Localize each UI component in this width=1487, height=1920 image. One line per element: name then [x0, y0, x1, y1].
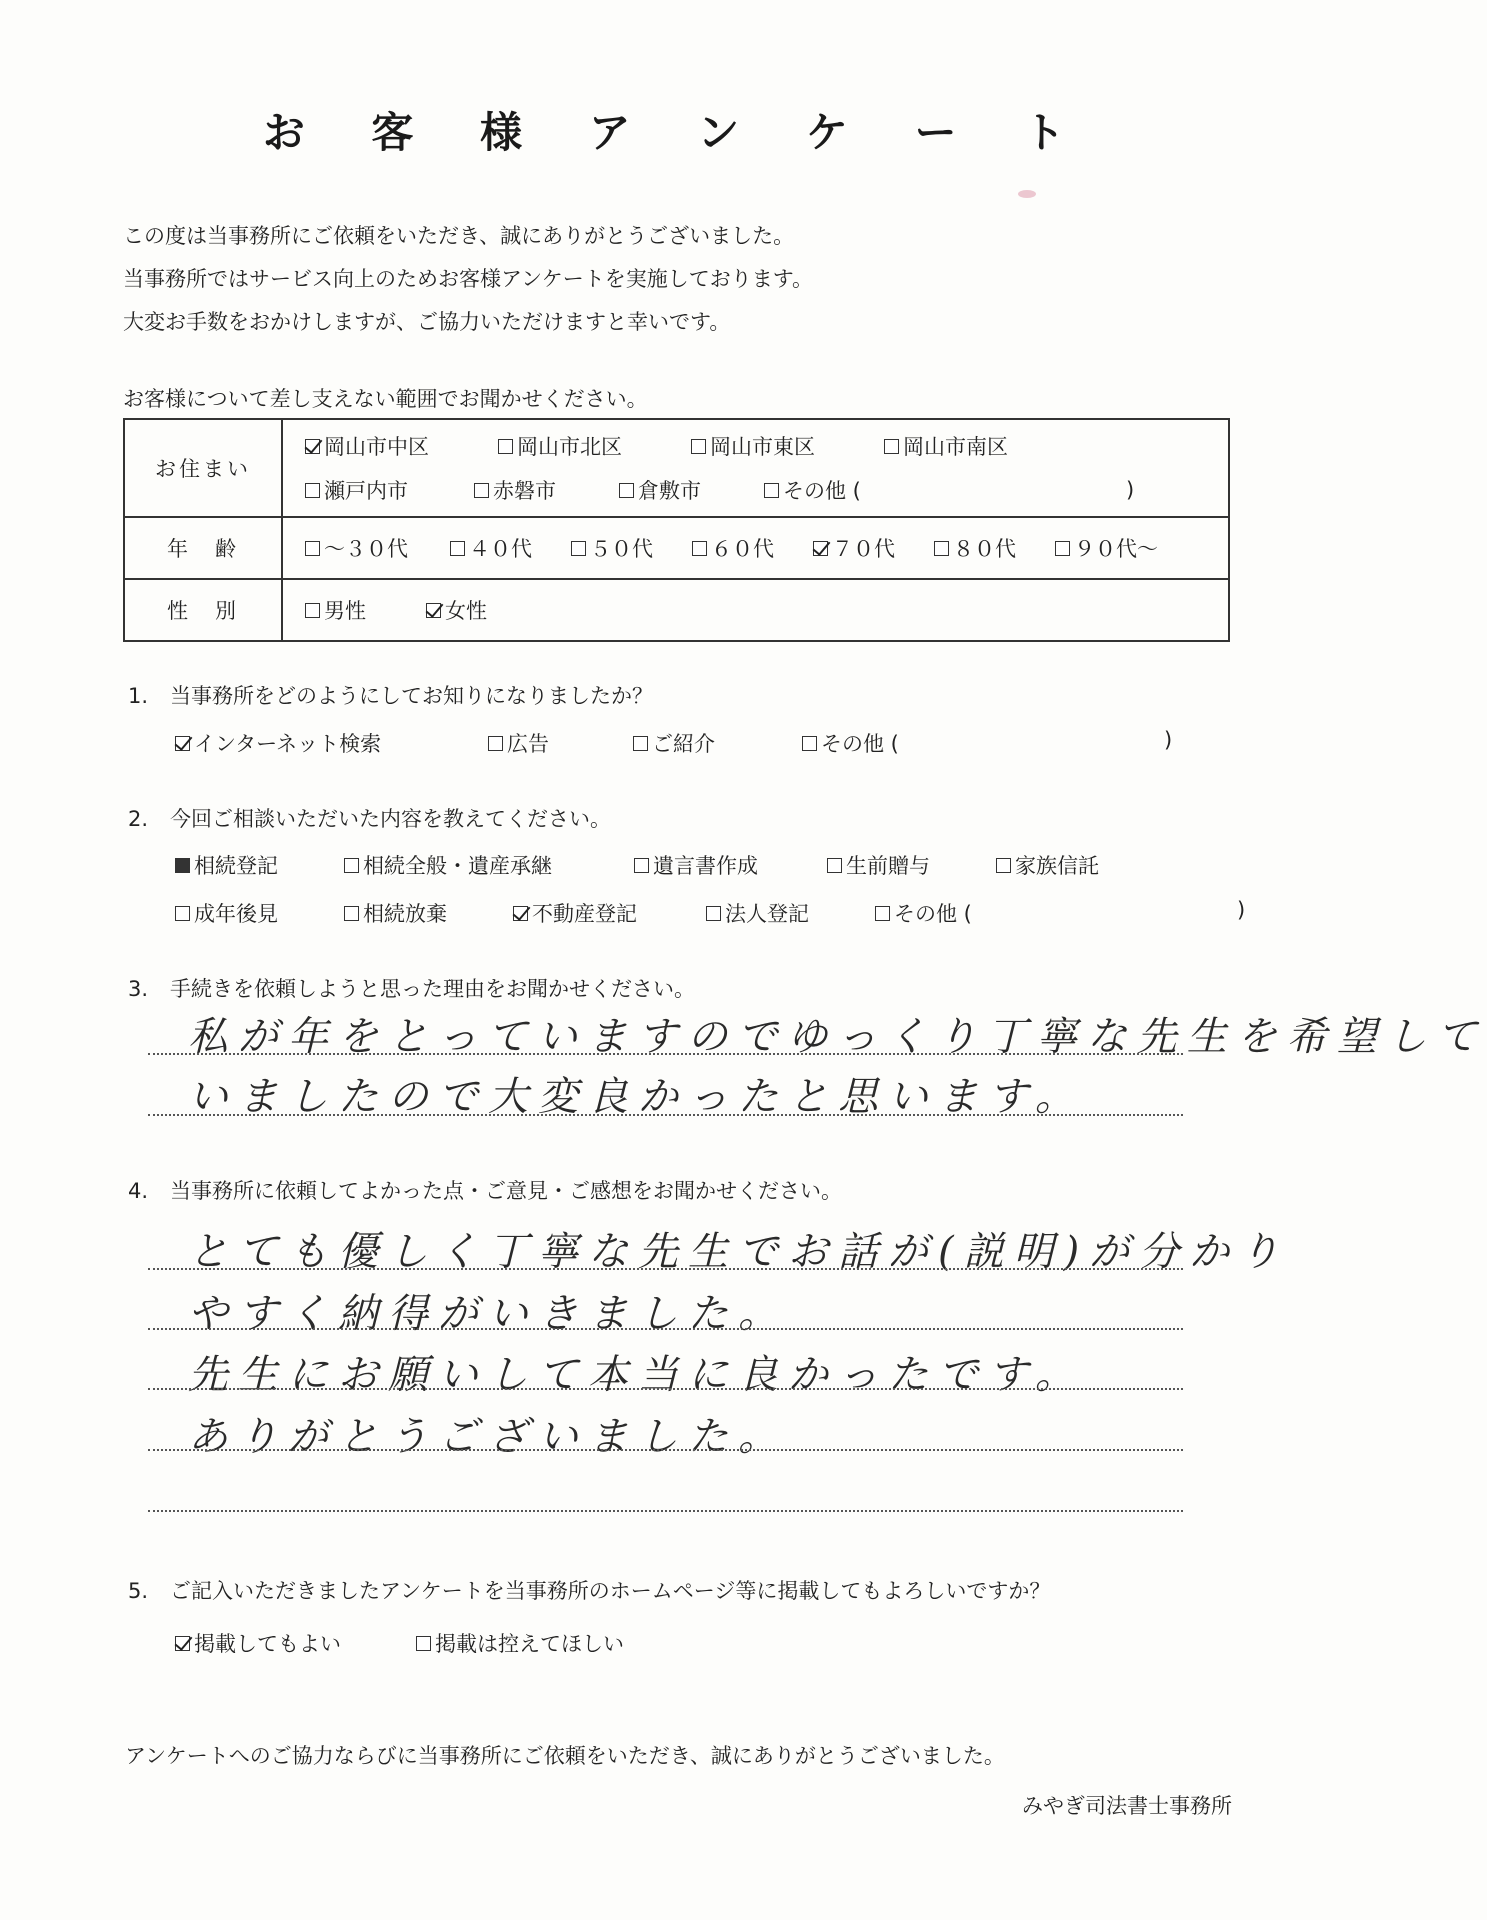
residence-option[interactable]: 岡山市南区	[884, 431, 1008, 461]
checkbox-icon[interactable]	[344, 906, 359, 921]
checkbox-icon[interactable]	[692, 541, 707, 556]
question-2: 2. 今回ご相談いただいた内容を教えてください。	[128, 807, 611, 831]
checkbox-icon[interactable]	[498, 439, 513, 454]
answer-rule	[148, 1388, 1183, 1390]
checkbox-icon[interactable]	[619, 483, 634, 498]
handwritten-answer-line: 先生にお願いして本当に良かったです。	[188, 1352, 1085, 1398]
handwritten-answer-line: ありがとうございました。	[188, 1414, 788, 1460]
question-5: 5. ご記入いただきましたアンケートを当事務所のホームページ等に掲載してもよろしいですか？	[128, 1579, 1051, 1603]
age-option[interactable]: ６０代	[692, 533, 813, 563]
question-4: 4. 当事務所に依頼してよかった点・ご意見・ご感想をお聞かせください。	[128, 1179, 842, 1203]
question-3: 3. 手続きを依頼しようと思った理由をお聞かせください。	[128, 977, 695, 1001]
question-2-options-row1	[175, 850, 1099, 880]
checkbox-icon[interactable]	[344, 858, 359, 873]
age-option[interactable]: ４０代	[450, 533, 571, 563]
residence-options	[282, 419, 1229, 517]
checkbox-icon[interactable]	[634, 858, 649, 873]
age-option[interactable]: ９０代～	[1055, 533, 1158, 563]
q2-option[interactable]: 生前贈与	[827, 850, 996, 880]
q2-option[interactable]: 相続登記	[175, 850, 344, 880]
question-5-options	[175, 1628, 624, 1658]
residence-option[interactable]: 倉敷市	[619, 475, 764, 505]
age-label: 年 齢	[124, 517, 282, 579]
handwritten-answer-line: いましたので大変良かったと思います。	[188, 1074, 1085, 1120]
checkbox-icon[interactable]	[305, 541, 320, 556]
checkbox-icon[interactable]	[764, 483, 779, 498]
intro-text	[123, 215, 813, 344]
checkbox-icon[interactable]	[884, 439, 899, 454]
checkbox-icon[interactable]	[827, 858, 842, 873]
answer-rule	[148, 1053, 1183, 1055]
checkbox-icon[interactable]	[706, 906, 721, 921]
question-2-options-row2	[175, 898, 1245, 928]
q2-option[interactable]: 遺言書作成	[634, 850, 827, 880]
intro-line: 当事務所ではサービス向上のためお客様アンケートを実施しております。	[123, 267, 814, 291]
q1-option-other[interactable]: その他 (	[802, 728, 1164, 758]
close-paren: )	[1164, 728, 1173, 752]
intro-line: この度は当事務所にご依頼をいただき、誠にありがとうございました。	[123, 224, 795, 248]
residence-option[interactable]: 岡山市中区	[305, 431, 498, 461]
answer-rule	[148, 1449, 1183, 1451]
profile-table	[123, 418, 1230, 642]
residence-option[interactable]: 瀬戸内市	[305, 475, 474, 505]
closing-text: アンケートへのご協力ならびに当事務所にご依頼をいただき、誠にありがとうございました。	[125, 1744, 1005, 1768]
checkbox-checked-icon[interactable]	[513, 906, 528, 921]
q5-option[interactable]: 掲載してもよい	[175, 1628, 416, 1658]
close-paren: )	[1237, 898, 1246, 922]
answer-rule	[148, 1114, 1183, 1116]
checkbox-icon[interactable]	[934, 541, 949, 556]
checkbox-icon[interactable]	[633, 736, 648, 751]
age-option[interactable]: ８０代	[934, 533, 1055, 563]
gender-label: 性 別	[124, 579, 282, 641]
checkbox-icon[interactable]	[474, 483, 489, 498]
page-title: お 客 様 ア ン ケ ー ト	[262, 108, 1092, 157]
checkbox-icon[interactable]	[450, 541, 465, 556]
checkbox-icon[interactable]	[1055, 541, 1070, 556]
ink-smudge	[1018, 190, 1036, 198]
q1-option[interactable]: 広告	[488, 728, 633, 758]
age-option[interactable]: ～３０代	[305, 533, 450, 563]
gender-options	[282, 579, 1229, 641]
age-option[interactable]: ５０代	[571, 533, 692, 563]
q2-option[interactable]: 相続全般・遺産承継	[344, 850, 634, 880]
q5-option[interactable]: 掲載は控えてほしい	[416, 1628, 624, 1658]
answer-rule	[148, 1328, 1183, 1330]
gender-option[interactable]: 男性	[305, 595, 426, 625]
gender-option[interactable]: 女性	[426, 595, 487, 625]
residence-option[interactable]: 岡山市東区	[691, 431, 884, 461]
answer-rule	[148, 1510, 1183, 1512]
handwritten-answer-line: やすく納得がいきました。	[188, 1291, 788, 1337]
checkbox-icon[interactable]	[802, 736, 817, 751]
close-paren: )	[1126, 478, 1135, 502]
profile-lead: お客様について差し支えない範囲でお聞かせください。	[123, 387, 648, 411]
checkbox-icon[interactable]	[875, 906, 890, 921]
checkbox-icon[interactable]	[175, 906, 190, 921]
residence-option[interactable]: 岡山市北区	[498, 431, 691, 461]
checkbox-checked-icon[interactable]	[175, 1636, 190, 1651]
handwritten-answer-line: 私が年をとっていますのでゆっくり丁寧な先生を希望して	[188, 1014, 1487, 1060]
checkbox-icon[interactable]	[305, 603, 320, 618]
question-1: 1. 当事務所をどのようにしてお知りになりましたか？	[128, 684, 653, 708]
handwritten-answer-line: とても優しく丁寧な先生でお話が(説明)が分かり	[188, 1229, 1290, 1275]
residence-option-other[interactable]: その他 (	[764, 475, 1126, 505]
checkbox-checked-icon[interactable]	[813, 541, 828, 556]
checkbox-icon[interactable]	[488, 736, 503, 751]
q1-option[interactable]: ご紹介	[633, 728, 802, 758]
checkbox-icon[interactable]	[305, 483, 320, 498]
q2-option[interactable]: 家族信託	[996, 850, 1099, 880]
office-name: みやぎ司法書士事務所	[1022, 1794, 1232, 1818]
q2-option-other[interactable]: その他 (	[875, 898, 1237, 928]
question-1-options	[175, 728, 1172, 758]
checkbox-filled-icon[interactable]	[175, 858, 190, 873]
age-option[interactable]: ７０代	[813, 533, 934, 563]
checkbox-icon[interactable]	[691, 439, 706, 454]
checkbox-icon[interactable]	[416, 1636, 431, 1651]
answer-rule	[148, 1268, 1183, 1270]
q2-option[interactable]: 相続放棄	[344, 898, 513, 928]
q2-option[interactable]: 法人登記	[706, 898, 875, 928]
q1-option[interactable]: インターネット検索	[175, 728, 488, 758]
age-options	[282, 517, 1229, 579]
checkbox-checked-icon[interactable]	[175, 736, 190, 751]
residence-label: お住まい	[124, 419, 282, 517]
q2-option[interactable]: 成年後見	[175, 898, 344, 928]
q2-option[interactable]: 不動産登記	[513, 898, 706, 928]
checkbox-checked-icon[interactable]	[426, 603, 441, 618]
residence-option[interactable]: 赤磐市	[474, 475, 619, 505]
checkbox-checked-icon[interactable]	[305, 439, 320, 454]
checkbox-icon[interactable]	[571, 541, 586, 556]
checkbox-icon[interactable]	[996, 858, 1011, 873]
intro-line: 大変お手数をおかけしますが、ご協力いただけますと幸いです。	[123, 310, 731, 334]
